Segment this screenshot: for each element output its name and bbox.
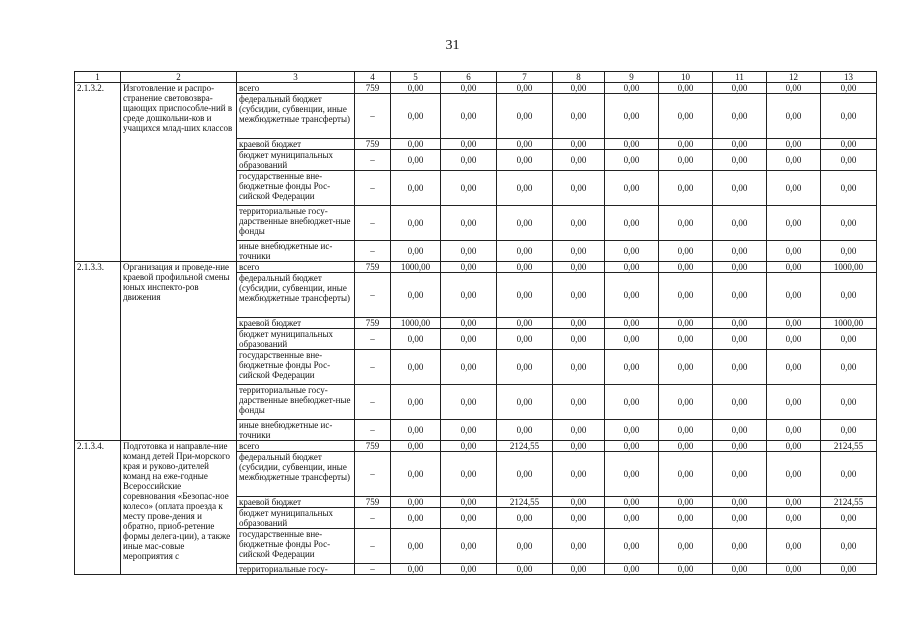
budget-code: 759: [355, 139, 391, 150]
amount-cell: 0,00: [605, 273, 659, 318]
amount-cell: 0,00: [605, 350, 659, 385]
amount-cell: 0,00: [497, 529, 553, 564]
amount-cell: 0,00: [767, 441, 821, 452]
amount-cell: 1000,00: [391, 318, 441, 329]
funding-source: иные внебюджетные ис-точники: [237, 420, 355, 441]
amount-cell: 0,00: [391, 452, 441, 497]
amount-cell: 0,00: [605, 94, 659, 139]
amount-cell: 0,00: [659, 83, 713, 94]
amount-cell: 0,00: [821, 350, 877, 385]
amount-cell: 0,00: [553, 497, 605, 508]
column-header: 10: [659, 72, 713, 83]
header-row: [75, 72, 877, 83]
budget-code: –: [355, 241, 391, 262]
amount-cell: 0,00: [821, 241, 877, 262]
amount-cell: 0,00: [767, 171, 821, 206]
amount-cell: 0,00: [391, 150, 441, 171]
budget-code: 759: [355, 497, 391, 508]
amount-cell: 0,00: [553, 350, 605, 385]
funding-source: краевой бюджет: [237, 497, 355, 508]
amount-cell: 0,00: [659, 273, 713, 318]
amount-cell: 0,00: [713, 564, 767, 575]
amount-cell: 0,00: [821, 150, 877, 171]
amount-cell: 0,00: [441, 171, 497, 206]
page-number: 31: [445, 38, 460, 53]
amount-cell: 0,00: [713, 497, 767, 508]
amount-cell: 0,00: [713, 420, 767, 441]
amount-cell: 0,00: [605, 329, 659, 350]
amount-cell: 0,00: [605, 262, 659, 273]
column-header: 5: [391, 72, 441, 83]
amount-cell: 0,00: [391, 83, 441, 94]
amount-cell: 0,00: [713, 529, 767, 564]
amount-cell: 0,00: [767, 94, 821, 139]
amount-cell: 0,00: [391, 350, 441, 385]
amount-cell: 0,00: [821, 206, 877, 241]
budget-code: –: [355, 452, 391, 497]
amount-cell: 0,00: [605, 497, 659, 508]
amount-cell: 0,00: [713, 94, 767, 139]
budget-code: –: [355, 94, 391, 139]
funding-source: бюджет муниципальных образований: [237, 508, 355, 529]
amount-cell: 0,00: [497, 83, 553, 94]
amount-cell: 0,00: [497, 508, 553, 529]
amount-cell: 0,00: [497, 262, 553, 273]
amount-cell: 0,00: [659, 350, 713, 385]
amount-cell: 0,00: [441, 452, 497, 497]
amount-cell: 0,00: [497, 273, 553, 318]
item-title: Изготовление и распро-странение световозвра-щающих приспособле-ний в среде дошкольни-ков и учащихся млад-ших классов: [121, 83, 237, 262]
amount-cell: 0,00: [605, 150, 659, 171]
amount-cell: 0,00: [821, 385, 877, 420]
amount-cell: 0,00: [553, 262, 605, 273]
amount-cell: 0,00: [441, 385, 497, 420]
amount-cell: 0,00: [713, 171, 767, 206]
amount-cell: 0,00: [497, 329, 553, 350]
table-row: [75, 262, 877, 273]
amount-cell: 0,00: [497, 350, 553, 385]
amount-cell: 0,00: [659, 329, 713, 350]
amount-cell: 0,00: [605, 318, 659, 329]
amount-cell: 0,00: [391, 206, 441, 241]
amount-cell: 0,00: [659, 241, 713, 262]
column-header: 8: [553, 72, 605, 83]
amount-cell: 0,00: [441, 564, 497, 575]
funding-source: территориальные госу-дарственные внебюджет-ные фонды: [237, 206, 355, 241]
amount-cell: 0,00: [497, 206, 553, 241]
amount-cell: 0,00: [767, 350, 821, 385]
item-title: Подготовка и направле-ние команд детей При-морского края и руково-дителей команд на еже-годные Всероссийские соревнования «Безопас-ное колесо» (оплата проезда к месту прове-дения и обратно, приоб-ретение формы делега-ции), а также иные мас-совые мероприятия с: [121, 441, 237, 575]
amount-cell: 0,00: [497, 564, 553, 575]
amount-cell: 1000,00: [821, 262, 877, 273]
amount-cell: 0,00: [497, 171, 553, 206]
amount-cell: 0,00: [553, 150, 605, 171]
amount-cell: 0,00: [553, 139, 605, 150]
budget-code: –: [355, 329, 391, 350]
budget-code: –: [355, 273, 391, 318]
amount-cell: 0,00: [391, 508, 441, 529]
amount-cell: 2124,55: [497, 441, 553, 452]
amount-cell: 0,00: [441, 206, 497, 241]
amount-cell: 0,00: [659, 441, 713, 452]
amount-cell: 0,00: [659, 150, 713, 171]
funding-source: всего: [237, 441, 355, 452]
column-header: 2: [121, 72, 237, 83]
budget-code: 759: [355, 441, 391, 452]
amount-cell: 0,00: [605, 139, 659, 150]
amount-cell: 0,00: [553, 318, 605, 329]
amount-cell: 0,00: [497, 139, 553, 150]
amount-cell: 2124,55: [497, 497, 553, 508]
budget-code: –: [355, 385, 391, 420]
amount-cell: 0,00: [713, 83, 767, 94]
amount-cell: 0,00: [713, 329, 767, 350]
amount-cell: 0,00: [659, 318, 713, 329]
amount-cell: 0,00: [553, 273, 605, 318]
amount-cell: 0,00: [767, 318, 821, 329]
amount-cell: 2124,55: [821, 441, 877, 452]
amount-cell: 0,00: [713, 206, 767, 241]
funding-source: государственные вне-бюджетные фонды Рос-сийской Федерации: [237, 171, 355, 206]
funding-source: территориальные госу-: [237, 564, 355, 575]
amount-cell: 1000,00: [821, 318, 877, 329]
amount-cell: 0,00: [553, 564, 605, 575]
amount-cell: 0,00: [659, 385, 713, 420]
amount-cell: 0,00: [659, 508, 713, 529]
amount-cell: 0,00: [391, 564, 441, 575]
amount-cell: 0,00: [821, 452, 877, 497]
funding-source: всего: [237, 262, 355, 273]
amount-cell: 0,00: [659, 171, 713, 206]
amount-cell: 0,00: [605, 508, 659, 529]
amount-cell: 0,00: [441, 420, 497, 441]
amount-cell: 0,00: [767, 262, 821, 273]
amount-cell: 0,00: [391, 420, 441, 441]
amount-cell: 1000,00: [391, 262, 441, 273]
amount-cell: 0,00: [767, 452, 821, 497]
amount-cell: 0,00: [767, 139, 821, 150]
amount-cell: 0,00: [441, 273, 497, 318]
funding-source: государственные вне-бюджетные фонды Рос-сийской Федерации: [237, 350, 355, 385]
amount-cell: 0,00: [659, 497, 713, 508]
amount-cell: 0,00: [821, 329, 877, 350]
amount-cell: 0,00: [441, 83, 497, 94]
amount-cell: 0,00: [659, 420, 713, 441]
amount-cell: 0,00: [659, 564, 713, 575]
amount-cell: 0,00: [767, 329, 821, 350]
amount-cell: 0,00: [713, 441, 767, 452]
amount-cell: 0,00: [391, 441, 441, 452]
amount-cell: 0,00: [391, 171, 441, 206]
amount-cell: 0,00: [713, 273, 767, 318]
amount-cell: 0,00: [553, 241, 605, 262]
amount-cell: 0,00: [767, 420, 821, 441]
amount-cell: 0,00: [767, 497, 821, 508]
amount-cell: 0,00: [441, 139, 497, 150]
funding-source: федеральный бюджет (субсидии, субвенции, иные межбюджетные трансферты): [237, 452, 355, 497]
amount-cell: 0,00: [713, 508, 767, 529]
amount-cell: 0,00: [441, 529, 497, 564]
funding-source: краевой бюджет: [237, 318, 355, 329]
amount-cell: 2124,55: [821, 497, 877, 508]
amount-cell: 0,00: [391, 385, 441, 420]
column-header: 4: [355, 72, 391, 83]
amount-cell: 0,00: [767, 508, 821, 529]
amount-cell: 0,00: [553, 94, 605, 139]
column-header: 11: [713, 72, 767, 83]
column-header: 12: [767, 72, 821, 83]
amount-cell: 0,00: [553, 420, 605, 441]
amount-cell: 0,00: [713, 385, 767, 420]
amount-cell: 0,00: [605, 452, 659, 497]
amount-cell: 0,00: [553, 385, 605, 420]
amount-cell: 0,00: [659, 206, 713, 241]
column-header: 3: [237, 72, 355, 83]
amount-cell: 0,00: [391, 529, 441, 564]
amount-cell: 0,00: [605, 171, 659, 206]
amount-cell: 0,00: [391, 241, 441, 262]
amount-cell: 0,00: [553, 529, 605, 564]
budget-code: 759: [355, 83, 391, 94]
amount-cell: 0,00: [605, 385, 659, 420]
budget-code: 759: [355, 318, 391, 329]
amount-cell: 0,00: [553, 206, 605, 241]
amount-cell: 0,00: [605, 441, 659, 452]
funding-source: бюджет муниципальных образований: [237, 150, 355, 171]
amount-cell: 0,00: [605, 420, 659, 441]
amount-cell: 0,00: [391, 329, 441, 350]
amount-cell: 0,00: [553, 508, 605, 529]
amount-cell: 0,00: [441, 318, 497, 329]
amount-cell: 0,00: [441, 497, 497, 508]
column-header: 6: [441, 72, 497, 83]
amount-cell: 0,00: [821, 529, 877, 564]
amount-cell: 0,00: [441, 262, 497, 273]
funding-source: краевой бюджет: [237, 139, 355, 150]
amount-cell: 0,00: [553, 452, 605, 497]
amount-cell: 0,00: [821, 564, 877, 575]
amount-cell: 0,00: [497, 94, 553, 139]
budget-code: –: [355, 529, 391, 564]
amount-cell: 0,00: [713, 452, 767, 497]
amount-cell: 0,00: [605, 241, 659, 262]
funding-source: федеральный бюджет (субсидии, субвенции, иные межбюджетные трансферты): [237, 94, 355, 139]
budget-code: 759: [355, 262, 391, 273]
funding-source: федеральный бюджет (субсидии, субвенции, иные межбюджетные трансферты): [237, 273, 355, 318]
amount-cell: 0,00: [767, 150, 821, 171]
column-header: 13: [821, 72, 877, 83]
amount-cell: 0,00: [553, 171, 605, 206]
amount-cell: 0,00: [713, 139, 767, 150]
item-code: 2.1.3.4.: [75, 441, 121, 575]
amount-cell: 0,00: [441, 329, 497, 350]
budget-code: –: [355, 206, 391, 241]
funding-source: государственные вне-бюджетные фонды Рос-сийской Федерации: [237, 529, 355, 564]
amount-cell: 0,00: [497, 318, 553, 329]
amount-cell: 0,00: [659, 529, 713, 564]
amount-cell: 0,00: [441, 241, 497, 262]
amount-cell: 0,00: [713, 262, 767, 273]
amount-cell: 0,00: [767, 83, 821, 94]
amount-cell: 0,00: [441, 150, 497, 171]
funding-source: иные внебюджетные ис-точники: [237, 241, 355, 262]
amount-cell: 0,00: [821, 139, 877, 150]
budget-code: –: [355, 150, 391, 171]
amount-cell: 0,00: [821, 420, 877, 441]
amount-cell: 0,00: [441, 508, 497, 529]
funding-source: территориальные госу-дарственные внебюджет-ные фонды: [237, 385, 355, 420]
amount-cell: 0,00: [821, 83, 877, 94]
amount-cell: 0,00: [441, 94, 497, 139]
amount-cell: 0,00: [391, 273, 441, 318]
amount-cell: 0,00: [767, 385, 821, 420]
amount-cell: 0,00: [391, 497, 441, 508]
budget-code: –: [355, 171, 391, 206]
amount-cell: 0,00: [605, 206, 659, 241]
amount-cell: 0,00: [497, 241, 553, 262]
amount-cell: 0,00: [553, 441, 605, 452]
column-header: 9: [605, 72, 659, 83]
amount-cell: 0,00: [497, 420, 553, 441]
budget-code: –: [355, 508, 391, 529]
budget-table: [74, 71, 877, 575]
amount-cell: 0,00: [441, 441, 497, 452]
budget-code: –: [355, 564, 391, 575]
amount-cell: 0,00: [497, 385, 553, 420]
table-row: [75, 441, 877, 452]
amount-cell: 0,00: [767, 564, 821, 575]
amount-cell: 0,00: [767, 206, 821, 241]
item-code: 2.1.3.3.: [75, 262, 121, 441]
amount-cell: 0,00: [391, 94, 441, 139]
amount-cell: 0,00: [659, 262, 713, 273]
amount-cell: 0,00: [713, 318, 767, 329]
column-header: 1: [75, 72, 121, 83]
budget-code: –: [355, 350, 391, 385]
funding-source: бюджет муниципальных образований: [237, 329, 355, 350]
amount-cell: 0,00: [821, 508, 877, 529]
amount-cell: 0,00: [767, 241, 821, 262]
amount-cell: 0,00: [441, 350, 497, 385]
amount-cell: 0,00: [821, 94, 877, 139]
column-header: 7: [497, 72, 553, 83]
amount-cell: 0,00: [659, 94, 713, 139]
amount-cell: 0,00: [497, 452, 553, 497]
amount-cell: 0,00: [659, 139, 713, 150]
amount-cell: 0,00: [605, 564, 659, 575]
amount-cell: 0,00: [821, 273, 877, 318]
funding-source: всего: [237, 83, 355, 94]
amount-cell: 0,00: [659, 452, 713, 497]
amount-cell: 0,00: [767, 529, 821, 564]
amount-cell: 0,00: [821, 171, 877, 206]
amount-cell: 0,00: [713, 241, 767, 262]
amount-cell: 0,00: [713, 150, 767, 171]
amount-cell: 0,00: [497, 150, 553, 171]
amount-cell: 0,00: [553, 329, 605, 350]
amount-cell: 0,00: [553, 83, 605, 94]
item-title: Организация и проведе-ние краевой профильной смены юных инспекто-ров движения: [121, 262, 237, 441]
table-row: [75, 83, 877, 94]
amount-cell: 0,00: [605, 529, 659, 564]
budget-code: –: [355, 420, 391, 441]
item-code: 2.1.3.2.: [75, 83, 121, 262]
amount-cell: 0,00: [713, 350, 767, 385]
amount-cell: 0,00: [605, 83, 659, 94]
amount-cell: 0,00: [391, 139, 441, 150]
amount-cell: 0,00: [767, 273, 821, 318]
